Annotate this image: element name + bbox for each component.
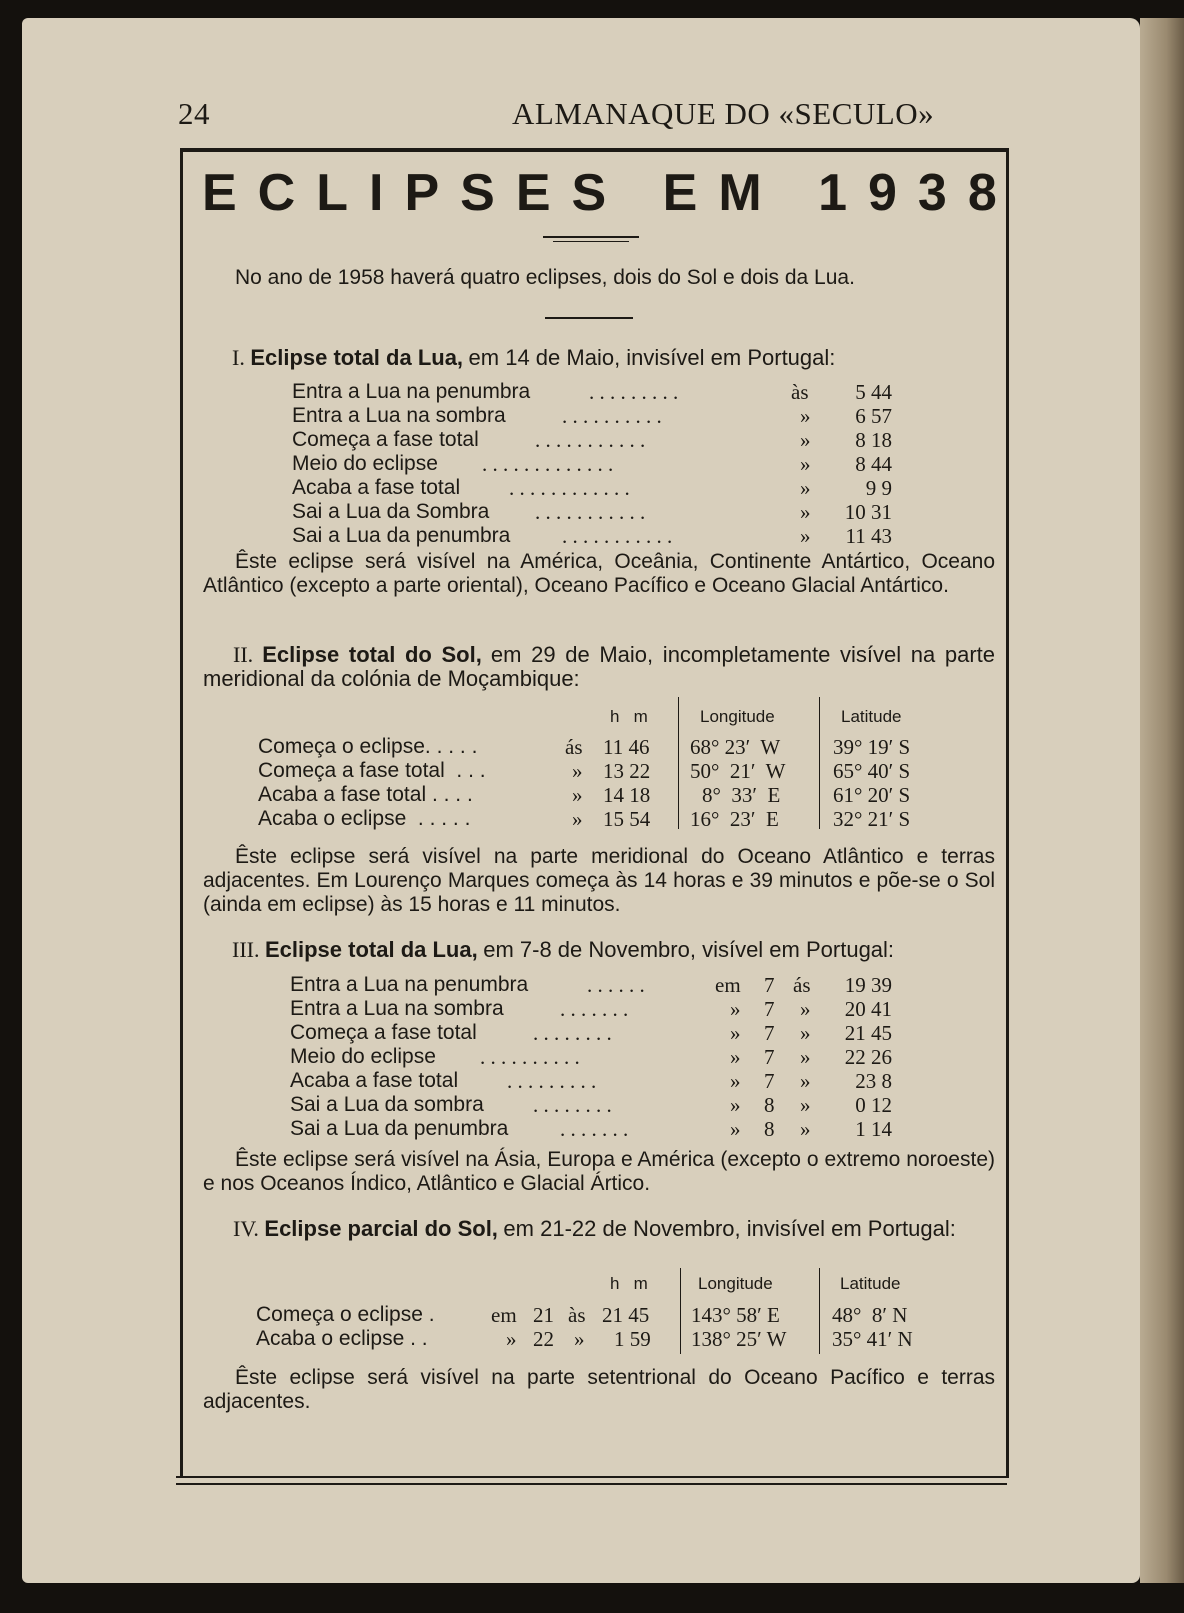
table-cell: » (800, 452, 811, 476)
table-cell: 5 44 (855, 380, 892, 404)
table-cell: . . . . . . . . . . . (562, 524, 673, 548)
table-cell: 8 (764, 1117, 775, 1141)
table-cell: 1 59 (614, 1327, 651, 1351)
table-cell: Acaba a fase total . . . . (258, 783, 473, 806)
table-cell: Começa a fase total (292, 428, 479, 451)
table-cell: » (730, 1117, 741, 1141)
table-cell: 39° 19′ S (833, 735, 911, 759)
eclipse-3-times (290, 973, 902, 1141)
table-cell: . . . . . . . . (533, 1093, 612, 1117)
list-item (292, 500, 902, 524)
eclipse-1-note: Êste eclipse será visível na América, Oceânia, Continente Antártico, Oceano Atlântico (excepto a parte oriental), Oceano Pacífico e Oceano Glacial Antártico. (203, 550, 995, 597)
table-cell: » (800, 1093, 811, 1117)
table-cell: em (715, 973, 741, 997)
table-cell: » (730, 1069, 741, 1093)
list-item (292, 404, 902, 428)
eclipse-1-heading (232, 345, 835, 371)
table-cell: » (730, 1021, 741, 1045)
table-cell: 8 44 (855, 452, 892, 476)
eclipse-4-number: IV. (233, 1216, 259, 1241)
list-item (290, 1117, 902, 1141)
table-cell: Meio do eclipse (292, 452, 438, 475)
eclipse-2-number: II. (233, 642, 254, 667)
table-cell: 48° 8′ N (832, 1303, 908, 1327)
eclipse-4-description: em 21-22 de Novembro, invisível em Portugal: (503, 1216, 956, 1241)
table-cell: Começa o eclipse . (256, 1303, 435, 1326)
table-cell: 20 41 (844, 997, 892, 1021)
table-cell: 50° 21′ W (690, 759, 786, 783)
table-cell: Começa a fase total . . . (258, 759, 486, 782)
table-cell: 21 (533, 1303, 554, 1327)
table-cell: 7 (764, 1069, 775, 1093)
list-item (292, 524, 902, 548)
intro-text: No ano de 1958 haverá quatro eclipses, dois do Sol e dois da Lua. (235, 266, 855, 289)
table-cell: 35° 41′ N (832, 1327, 913, 1351)
table-cell: 22 26 (844, 1045, 892, 1069)
eclipse-2-description: em 29 de Maio, incompletamente visível na parte meridional da colónia de Moçambique: (203, 642, 996, 691)
table-cell: 0 12 (855, 1093, 892, 1117)
table-cell: 19 39 (844, 973, 892, 997)
table-cell: 15 54 (603, 807, 651, 831)
table-row (256, 1327, 936, 1351)
table-cell: Sai a Lua da sombra (290, 1093, 484, 1116)
eclipse-1-number: I. (232, 345, 245, 370)
col-header-hm: h m (610, 707, 648, 726)
book-spine-edge (1140, 18, 1184, 1583)
eclipse-4-heading (203, 1217, 995, 1241)
table-row (258, 783, 938, 807)
col-header-longitude: Longitude (698, 1274, 773, 1293)
table-cell: » (800, 476, 811, 500)
table-cell: 9 9 (865, 476, 892, 500)
eclipse-1-description: em 14 de Maio, invisível em Portugal: (468, 345, 836, 370)
title-ornament-rule-2 (553, 241, 629, 242)
list-item (292, 452, 902, 476)
table-cell: » (800, 500, 811, 524)
table-cell: . . . . . . . . . . (562, 404, 662, 428)
col-header-latitude: Latitude (840, 1274, 901, 1293)
table-cell: ás (565, 735, 583, 759)
table-cell: 8° 33′ E (702, 783, 781, 807)
table-cell: » (800, 404, 811, 428)
table-cell: Acaba a fase total (292, 476, 461, 499)
table-row (258, 807, 938, 831)
col-header-latitude: Latitude (841, 707, 902, 726)
list-item (290, 1069, 902, 1093)
table-cell: » (800, 524, 811, 548)
table-cell: 32° 21′ S (833, 807, 911, 831)
table-cell: . . . . . . . . . . . . (509, 476, 630, 500)
table-cell: » (800, 428, 811, 452)
page-title: ECLIPSES EM 1938 (202, 164, 1018, 222)
frame-bottom-rule (176, 1476, 1007, 1485)
table-cell: . . . . . . . . . . . (535, 500, 646, 524)
table-cell: 21 45 (844, 1021, 892, 1045)
table-cell: 10 31 (844, 500, 892, 524)
table-cell: Começa a fase total (290, 1021, 477, 1044)
table-cell: » (506, 1327, 517, 1351)
eclipse-3-number: III. (232, 937, 260, 962)
table-cell: » (572, 783, 583, 807)
table-cell: . . . . . . (587, 973, 645, 997)
table-cell: . . . . . . . . . . (480, 1045, 580, 1069)
table-cell: Meio do eclipse (290, 1045, 436, 1068)
eclipse-2-heading (203, 643, 995, 691)
table-cell: 23 8 (855, 1069, 892, 1093)
table-cell: » (730, 1093, 741, 1117)
table-cell: 11 46 (603, 735, 650, 759)
list-item (292, 428, 902, 452)
table-cell: Entra a Lua na sombra (290, 997, 504, 1020)
title-ornament-rule (543, 236, 639, 238)
table-cell: 14 18 (603, 783, 651, 807)
table-cell: Entra a Lua na penumbra (290, 973, 529, 996)
table-cell: 8 18 (855, 428, 892, 452)
table-cell: » (800, 1045, 811, 1069)
table-cell: . . . . . . . . . . . . . (482, 452, 614, 476)
table-cell: 13 22 (603, 759, 651, 783)
table-cell: Entra a Lua na sombra (292, 404, 506, 427)
eclipse-1-times (292, 380, 902, 548)
table-cell: 21 45 (602, 1303, 650, 1327)
table-cell: 7 (764, 1045, 775, 1069)
table-cell: 7 (764, 1021, 775, 1045)
list-item (292, 476, 902, 500)
table-cell: » (800, 997, 811, 1021)
table-cell: Sai a Lua da penumbra (292, 524, 511, 547)
table-row (256, 1303, 936, 1327)
eclipse-3-note: Êste eclipse será visível na Ásia, Europa e América (excepto o extremo noroeste) e nos Oceanos Índico, Atlântico e Glacial Ártico. (203, 1148, 995, 1195)
table-cell: 7 (764, 997, 775, 1021)
list-item (290, 1045, 902, 1069)
eclipse-3-name: Eclipse total da Lua, (264, 937, 478, 962)
table-cell: Acaba o eclipse . . . . . (258, 807, 471, 830)
eclipse-2-name: Eclipse total do Sol, (262, 642, 482, 667)
eclipse-3-heading (232, 937, 894, 963)
table-cell: 68° 23′ W (690, 735, 781, 759)
table-row (258, 735, 938, 759)
table-cell: ás (793, 973, 811, 997)
table-cell: 7 (764, 973, 775, 997)
list-item (290, 997, 902, 1021)
list-item (290, 1093, 902, 1117)
table-cell: em (491, 1303, 517, 1327)
eclipse-4-table (256, 1303, 936, 1351)
list-item (290, 973, 902, 997)
table-cell: 1 14 (855, 1117, 892, 1141)
table-cell: Acaba a fase total (290, 1069, 459, 1092)
table-cell: » (730, 997, 741, 1021)
table-cell: Acaba o eclipse . . (256, 1327, 428, 1350)
eclipse-2-note: Êste eclipse será visível na parte meridional do Oceano Atlântico e terras adjacentes. Em Lourenço Marques começa às 14 horas e 39 minutos e põe-se o Sol (ainda em eclipse) às 15 horas e 11 minutos. (203, 845, 995, 916)
table-cell: 22 (533, 1327, 554, 1351)
table-cell: 6 57 (855, 404, 892, 428)
running-head: ALMANAQUE DO «SECULO» (512, 96, 935, 131)
table-cell: Entra a Lua na penumbra (292, 380, 531, 403)
page-header (0, 96, 1184, 136)
section-divider (545, 317, 633, 319)
table-cell: 61° 20′ S (833, 783, 911, 807)
table-cell: » (800, 1021, 811, 1045)
table-row (258, 759, 938, 783)
table-cell: 16° 23′ E (690, 807, 779, 831)
eclipse-4-note: Êste eclipse será visível na parte setentrional do Oceano Pacífico e terras adjacentes. (203, 1366, 995, 1413)
table-cell: » (572, 759, 583, 783)
table-cell: » (572, 807, 583, 831)
table-cell: » (800, 1117, 811, 1141)
table-cell: Sai a Lua da penumbra (290, 1117, 509, 1140)
page-number: 24 (178, 96, 210, 131)
table-cell: Começa o eclipse. . . . . (258, 735, 478, 758)
table-cell: . . . . . . . . . (507, 1069, 597, 1093)
table-cell: 11 43 (845, 524, 892, 548)
table-cell: » (800, 1069, 811, 1093)
table-cell: às (568, 1303, 586, 1327)
table-cell: . . . . . . . . . (589, 380, 679, 404)
table-cell: . . . . . . . (560, 1117, 629, 1141)
table-cell: 143° 58′ E (691, 1303, 780, 1327)
eclipse-4-name: Eclipse parcial do Sol, (264, 1216, 498, 1241)
col-header-longitude: Longitude (700, 707, 775, 726)
table-cell: . . . . . . . . . . . (535, 428, 646, 452)
eclipse-3-description: em 7-8 de Novembro, visível em Portugal: (483, 937, 895, 962)
table-cell: Sai a Lua da Sombra (292, 500, 490, 523)
col-header-hm: h m (610, 1274, 648, 1293)
list-item (290, 1021, 902, 1045)
table-cell: 138° 25′ W (691, 1327, 787, 1351)
table-cell: 8 (764, 1093, 775, 1117)
table-cell: » (574, 1327, 585, 1351)
table-cell: . . . . . . . . (533, 1021, 612, 1045)
eclipse-2-table (258, 735, 938, 831)
table-cell: às (791, 380, 809, 404)
table-cell: 65° 40′ S (833, 759, 911, 783)
list-item (292, 380, 902, 404)
eclipse-1-name: Eclipse total da Lua, (250, 345, 464, 370)
table-cell: . . . . . . . (560, 997, 629, 1021)
table-cell: » (730, 1045, 741, 1069)
